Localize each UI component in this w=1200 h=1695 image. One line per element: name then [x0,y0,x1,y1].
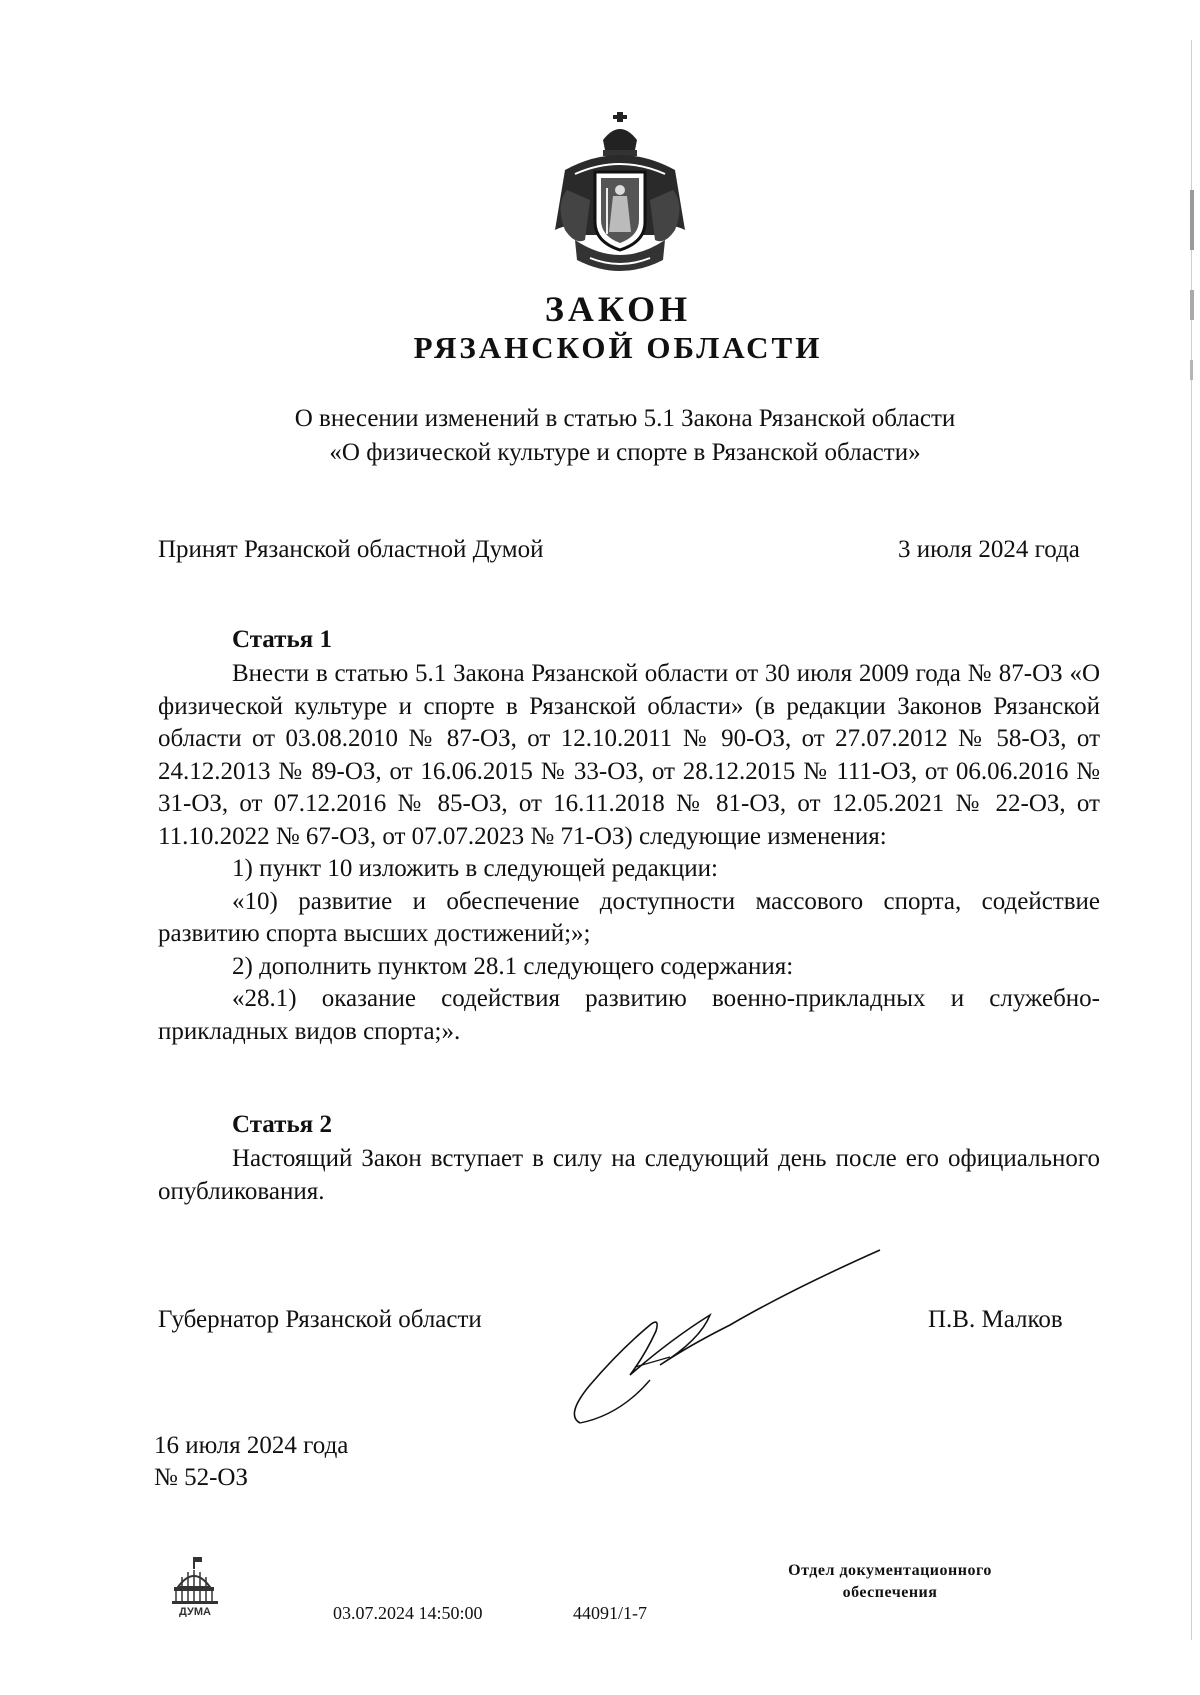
article-1-body [158,658,1100,1048]
registration-timestamp: 03.07.2024 14:50:00 [333,1603,483,1623]
law-number: № 52-ОЗ [154,1464,249,1491]
subject-line-2: «О физической культуре и спорте в Рязанской области» [329,439,921,466]
article-2-heading: Статья 2 [232,1111,332,1138]
article-1-heading: Статья 1 [232,626,332,653]
registration-code: 44091/1-7 [573,1603,647,1623]
duma-logo-text: ДУМА [179,1606,211,1617]
article-2-body [158,1143,1100,1208]
law-subject [200,402,1050,470]
article-1-paragraph: «10) развитие и обеспечение доступности массового спорта, содействие развитию спорта высших достижений;»; [158,887,1100,947]
adoption-body: Принят Рязанской областной Думой [158,536,544,563]
department-line-2: обеспечения [842,1584,938,1601]
region-title: РЯЗАНСКОЙ ОБЛАСТИ [413,330,823,365]
article-1-paragraph: Внести в статью 5.1 Закона Рязанской области от 30 июля 2009 года № 87-ОЗ «О физической культуре и спорте в Рязанской области» (в редакции Законов Рязанской области от 03.08.2010 № 87-ОЗ, от 12.10.2011 № 90-ОЗ, от 27.07.2012 № 58-ОЗ, от 24.12.2013 № 89-ОЗ, от 16.06.2015 № 33-ОЗ, от 28.12.2015 № 111-ОЗ, от 06.06.2016 № 31-ОЗ, от 07.12.2016 № 85-ОЗ, от 16.11.2018 № 81-ОЗ, от 12.05.2021 № 22-ОЗ, от 11.10.2022 № 67-ОЗ, от 07.07.2023 № 71-ОЗ) следующие изменения: [158,660,1100,850]
article-2-paragraph: Настоящий Закон вступает в силу на следующий день после его официального опубликования. [158,1145,1100,1205]
article-1-paragraph: 2) дополнить пунктом 28.1 следующего содержания: [232,952,794,980]
signatory-name: П.В. Малков [928,1306,1063,1333]
signatory-position: Губернатор Рязанской области [158,1306,482,1333]
handwritten-signature [560,1245,900,1435]
duma-building-icon [168,1555,222,1617]
scan-edge-artifact [1188,40,1196,1640]
signing-date: 16 июля 2024 года [154,1432,349,1459]
article-1-paragraph: «28.1) оказание содействия развитию военно-прикладных и служебно-прикладных видов спорта;». [158,985,1100,1045]
subject-line-1: О внесении изменений в статью 5.1 Закона Рязанской области [294,405,956,432]
department-line-1: Отдел документационного [788,1562,992,1579]
document-type-title: ЗАКОН [544,289,692,329]
department-stamp [740,1560,1040,1604]
adoption-date: 3 июля 2024 года [898,536,1080,563]
coat-of-arms-icon [545,110,695,282]
article-1-paragraph: 1) пункт 10 изложить в следующей редакции: [232,855,718,882]
